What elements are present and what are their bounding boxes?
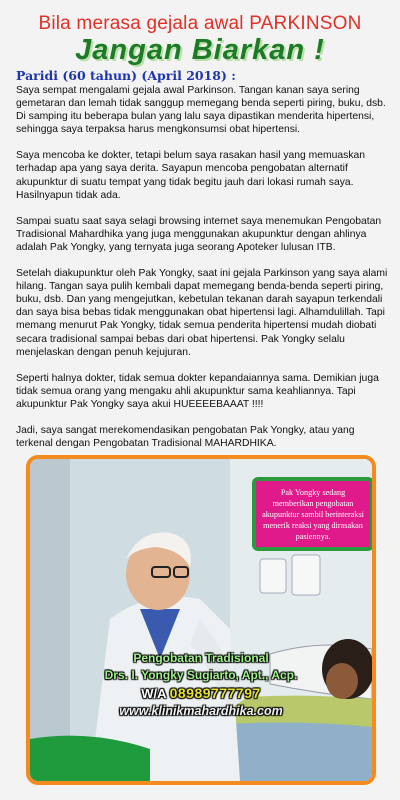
- practitioner-name: Drs. I. Yongky Sugiarto, Apt., Acp.: [104, 668, 298, 682]
- header-slogan: Jangan Biarkan !: [75, 34, 325, 66]
- whatsapp-label: W/A: [141, 686, 166, 701]
- paragraph: Saya sempat mengalami gejala awal Parkinson. Tangan kanan saya sering gemetaran dan lemah tidak sanggup memegang benda seperti piring, buku, dsb. Di samping itu beberapa bulan yang lalu saya dipastikan menderita hipertensi, sehingga saya terpaksa harus mengkonsumsi obat hipertensi.: [16, 85, 386, 136]
- paragraph: Sampai suatu saat saya selagi browsing internet saya menemukan Pengobatan Tradisional Mahardhika yang juga menggunakan akupunktur dengan ahlinya adalah Pak Yongky, yang ternyata juga seorang Apoteker lulusan ITB.: [16, 215, 382, 253]
- paragraph: Saya mencoba ke dokter, tetapi belum saya rasakan hasil yang memuaskan terhadap apa yang saya derita. Sayapun mencoba pengobatan alternatif akupunktur di suatu tempat yang tidak begitu jauh dari lokasi rumah saya. Hasilnyapun tidak ada.: [16, 150, 366, 201]
- paragraph: Jadi, saya sangat merekomendasikan pengobatan Pak Yongky, atau yang terkenal dengan Pengobatan Tradisional MAHARDHIKA.: [16, 424, 355, 450]
- photo-caption: Pak Yongky sedang memberikan pengobatan akupunktur sambil berinteraksi menerik reaksi yang dirasakan pasiennya.: [256, 481, 370, 547]
- website-link[interactable]: www.klinikmahardhika.com: [119, 704, 283, 718]
- caption-box: [252, 477, 374, 551]
- testimonial-body: [16, 84, 394, 463]
- phone-line: [30, 685, 372, 701]
- phone-number[interactable]: 08989777797: [169, 685, 261, 701]
- paragraph: Seperti halnya dokter, tidak semua dokter kepandaiannya sama. Demikian juga tidak semua orang yang mengaku ahli akupunktur sama keahliannya. Tapi akupunktur Pak Yongky saya akui HUEEEEBAAAT !!!!: [16, 372, 379, 410]
- treatment-photo: [26, 455, 376, 785]
- paragraph: Setelah diakupunktur oleh Pak Yongky, saat ini gejala Parkinson yang saya alami hilang. Tangan saya pulih kembali dapat memegang benda-benda seperti piring, buku, dsb. Dan yang mengejutkan, kebetulan tekanan darah sayapun terkendali dan saya bisa bebas tidak menggunakan obat hipertensi lagi. Alhamdulillah. Tapi memang menurut Pak Yongky, tidak semua penderita hipertensi mudah diobati secara tradisional sampai bebas dari obat hipertensi. Pak Yongky selalu menjelaskan dengan penuh kejujuran.: [16, 268, 388, 358]
- contact-overlay: [30, 651, 372, 718]
- header-title: Bila merasa gejala awal PARKINSON: [38, 13, 362, 34]
- clinic-name: Pengobatan Tradisional: [133, 651, 269, 665]
- testimonial-author: Paridi (60 tahun) (April 2018) :: [16, 68, 236, 83]
